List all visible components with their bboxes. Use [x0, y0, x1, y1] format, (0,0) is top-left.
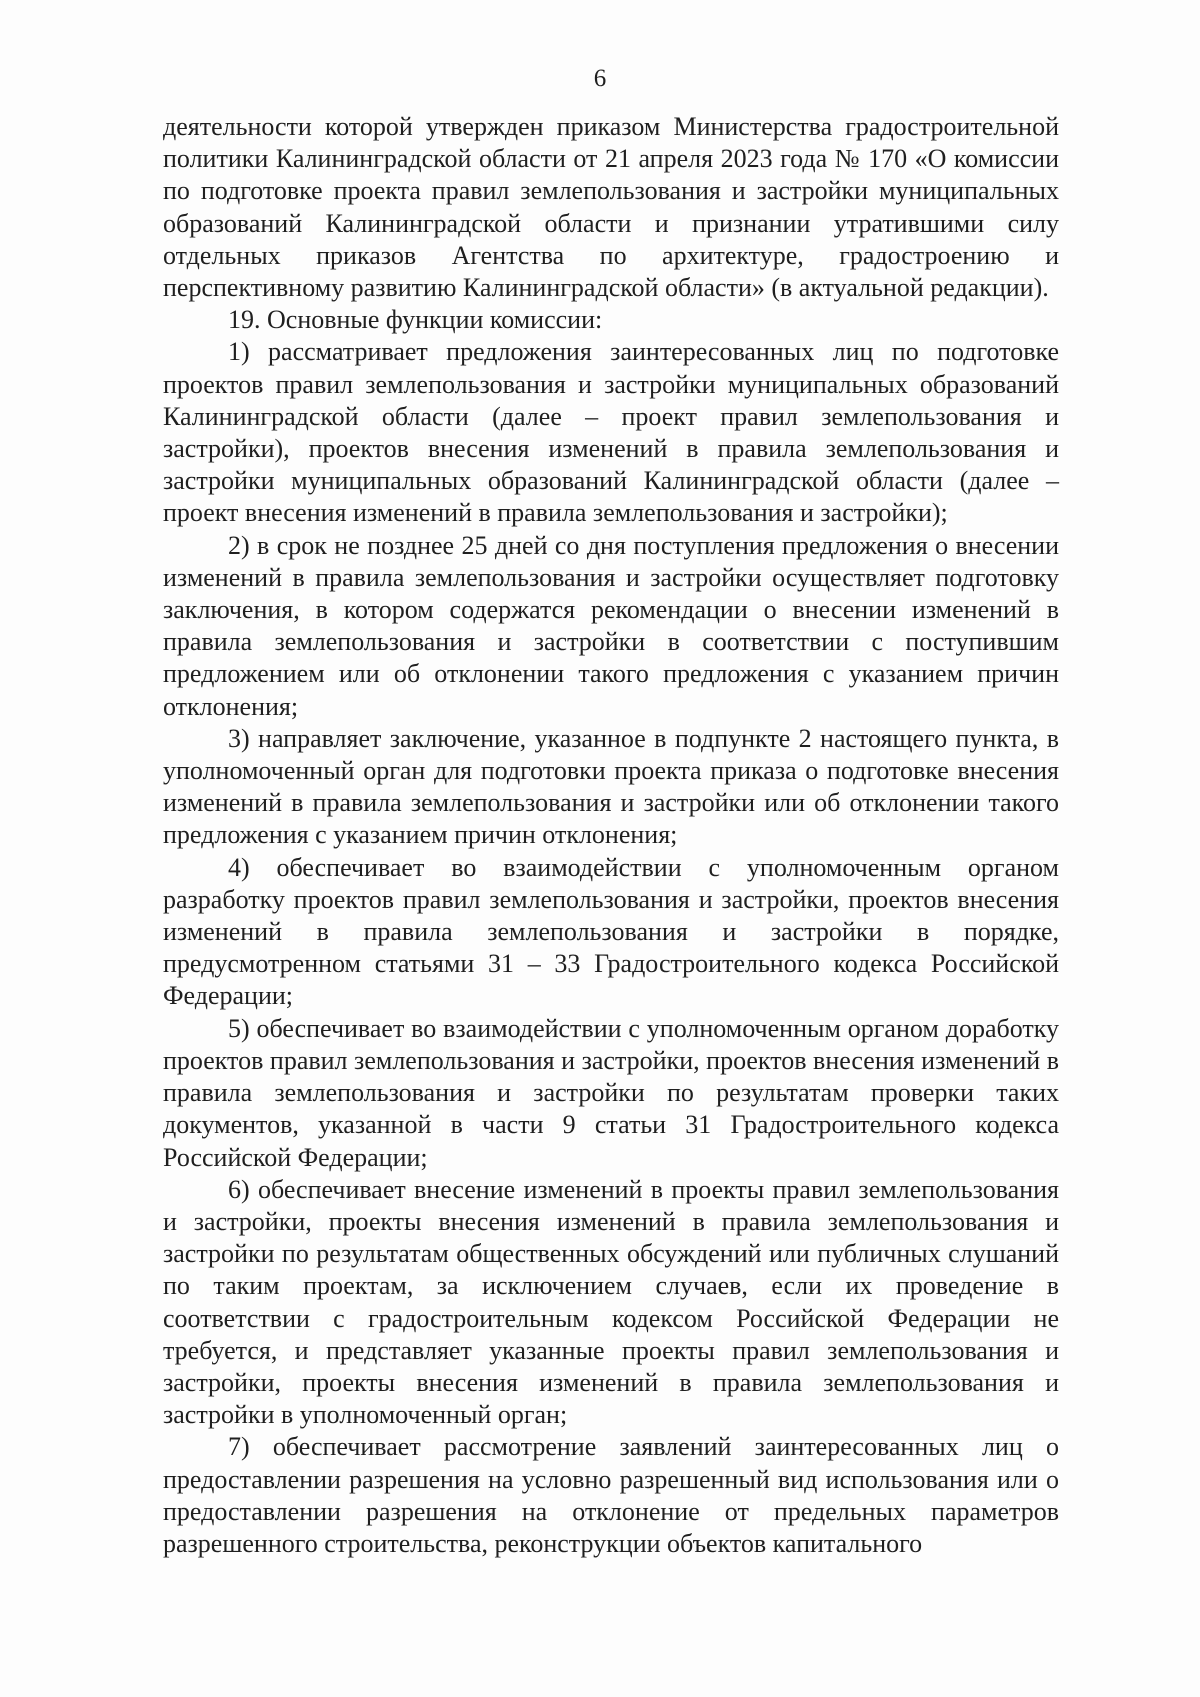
- paragraph-subitem-6: 6) обеспечивает внесение изменений в проекты правил землепользования и застройки, проекты внесения изменений в правила землепользования и застройки по результатам общественных обсуждений или публичных слушаний по таким проектам, за исключением случаев, если их проведение в соответствии с градостроительным кодексом Российской Федерации не требуется, и представляет указанные проекты правил землепользования и застройки, проекты внесения изменений в правила землепользования и застройки в уполномоченный орган;: [163, 1174, 1059, 1430]
- paragraph-subitem-2: 2) в срок не позднее 25 дней со дня поступления предложения о внесении изменений в правила землепользования и застройки осуществляет подготовку заключения, в котором содержатся рекомендации о внесении изменений в правила землепользования и застройки в соответствии с поступившим предложением или об отклонении такого предложения с указанием причин отклонения;: [163, 530, 1059, 721]
- paragraph-subitem-5: 5) обеспечивает во взаимодействии с уполномоченным органом доработку проектов правил землепользования и застройки, проектов внесения изменений в правила землепользования и застройки по результатам проверки таких документов, указанной в части 9 статьи 31 Градостроительного кодекса Российской Федерации;: [163, 1013, 1059, 1172]
- paragraph-continuation: деятельности которой утвержден приказом Министерства градостроительной политики Калининградской области от 21 апреля 2023 года № 170 «О комиссии по подготовке проекта правил землепользования и застройки муниципальных образований Калининградской области и признании утратившими силу отдельных приказов Агентства по архитектуре, градостроению и перспективному развитию Калининградской области» (в актуальной редакции).: [163, 112, 1059, 303]
- document-body: [163, 111, 1059, 1560]
- paragraph-subitem-1: 1) рассматривает предложения заинтересованных лиц по подготовке проектов правил землепользования и застройки муниципальных образований Калининградской области (далее – проект правил землепользования и застройки), проектов внесения изменений в правила землепользования и застройки муниципальных образований Калининградской области (далее – проект внесения изменений в правила землепользования и застройки);: [163, 337, 1059, 528]
- paragraph-subitem-3: 3) направляет заключение, указанное в подпункте 2 настоящего пункта, в уполномоченный орган для подготовки проекта приказа о подготовке внесения изменений в правила землепользования и застройки или об отклонении такого предложения с указанием причин отклонения;: [163, 723, 1059, 850]
- paragraph-item-19: 19. Основные функции комиссии:: [228, 305, 603, 335]
- paragraph-subitem-4: 4) обеспечивает во взаимодействии с уполномоченным органом разработку проектов правил землепользования и застройки, проектов внесения изменений в правила землепользования и застройки в порядке, предусмотренном статьями 31 – 33 Градостроительного кодекса Российской Федерации;: [163, 852, 1059, 1011]
- page-number: 6: [593, 65, 607, 92]
- paragraph-subitem-7: 7) обеспечивает рассмотрение заявлений заинтересованных лиц о предоставлении разрешения на условно разрешенный вид использования или о предоставлении разрешения на отклонение от предельных параметров разрешенного строительства, реконструкции объектов капитального: [163, 1432, 1059, 1558]
